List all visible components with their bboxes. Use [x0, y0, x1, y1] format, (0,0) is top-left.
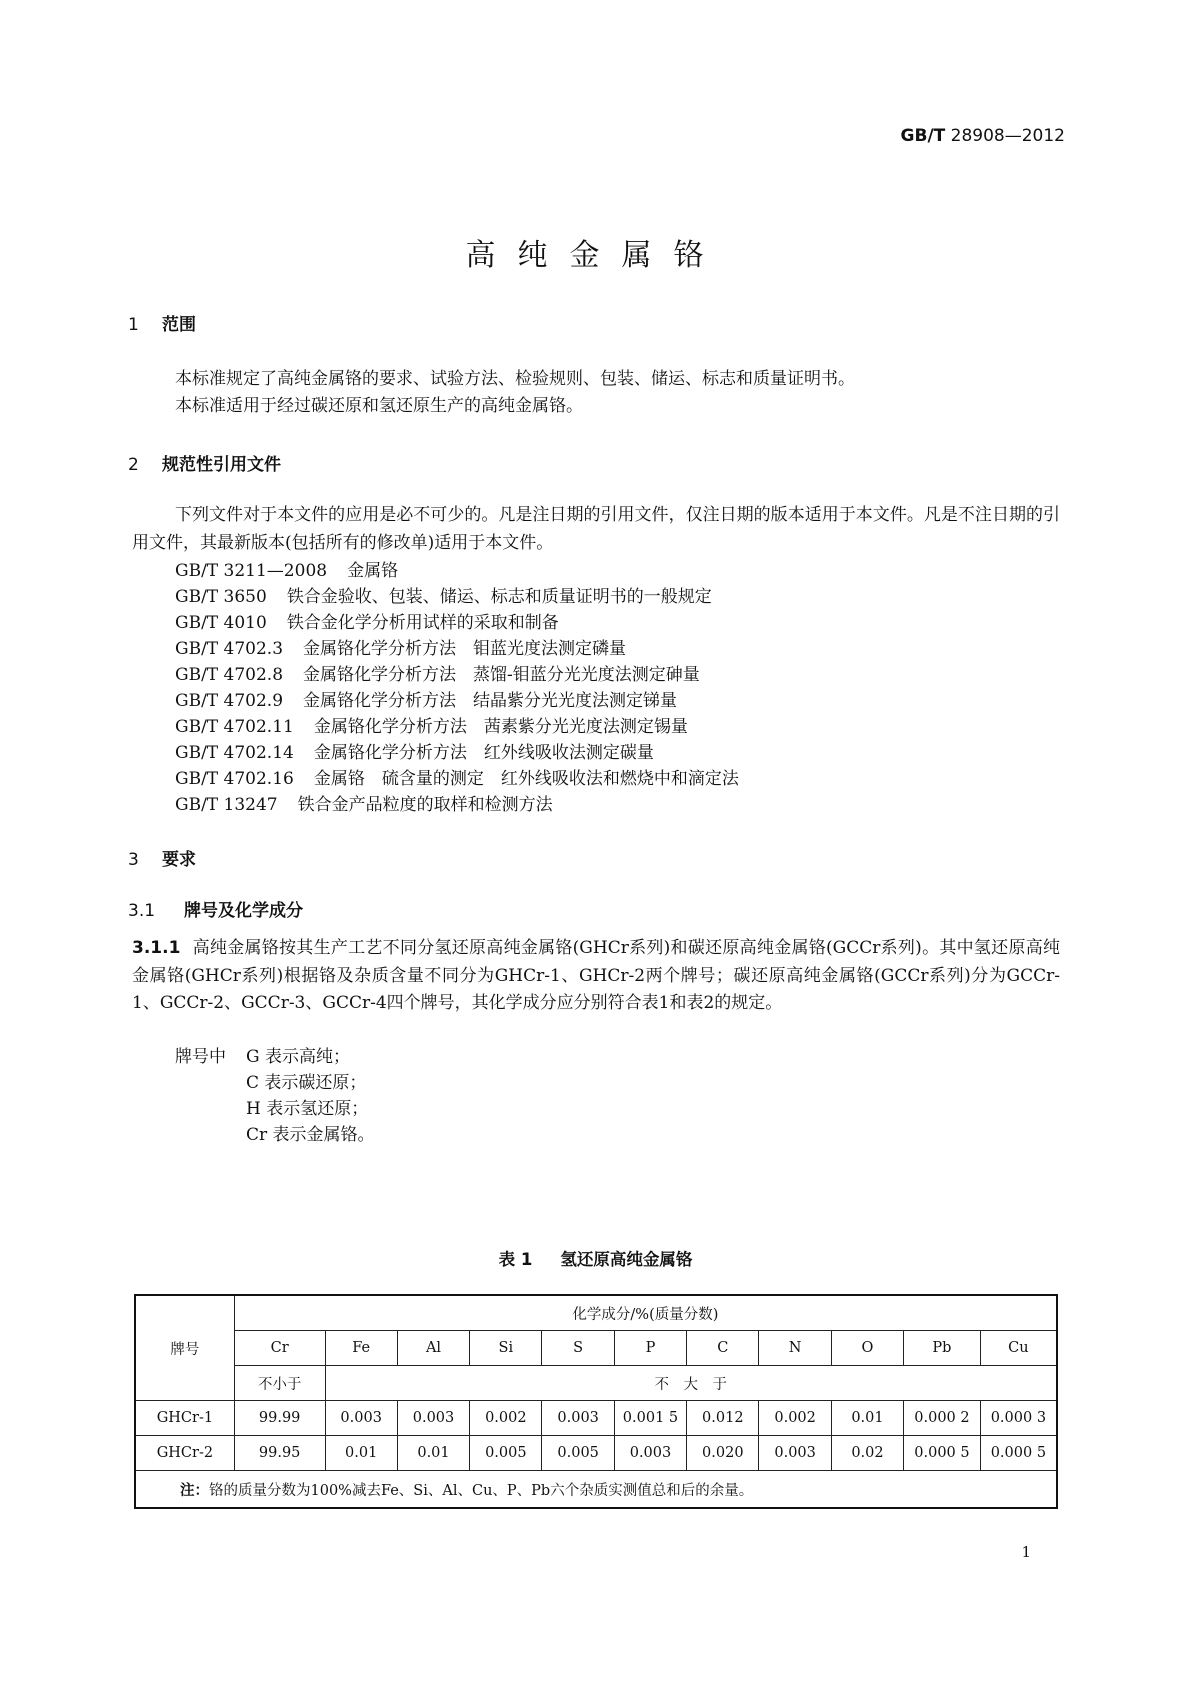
min-label: 不小于	[234, 1366, 325, 1401]
value-cell: 0.01	[831, 1401, 903, 1436]
value-cell: 0.002	[470, 1401, 542, 1436]
element-header: P	[614, 1331, 686, 1366]
value-cell: 0.002	[759, 1401, 831, 1436]
reference-title: 金属铬化学分析方法 茜素紫分光光度法测定锡量	[313, 717, 688, 737]
table-title: 氢还原高纯金属铬	[560, 1250, 693, 1269]
element-header: Pb	[904, 1331, 981, 1366]
reference-title: 金属铬 硫含量的测定 红外线吸收法和燃烧中和滴定法	[313, 769, 739, 789]
clause-3-1-1	[132, 935, 1060, 1018]
value-cell: 0.000 3	[980, 1401, 1057, 1436]
reference-title: 金属铬化学分析方法 结晶紫分光光度法测定锑量	[303, 691, 678, 711]
value-cell: 99.95	[234, 1436, 325, 1471]
value-cell: 0.003	[759, 1436, 831, 1471]
section-number: 3.1	[128, 901, 156, 921]
section-3-1-heading	[128, 896, 303, 921]
note-label: 注：	[180, 1482, 209, 1499]
grade-note: Cr 表示金属铬。	[246, 1125, 375, 1145]
grade-note: G 表示高纯；	[246, 1047, 350, 1067]
element-header: S	[542, 1331, 614, 1366]
composition-header: 化学成分/%(质量分数)	[234, 1295, 1057, 1331]
value-cell: 0.012	[687, 1401, 759, 1436]
composition-table	[134, 1294, 1058, 1509]
value-cell: 0.001 5	[614, 1401, 686, 1436]
value-cell: 0.005	[470, 1436, 542, 1471]
reference-code: GB/T 4702.16	[175, 769, 294, 789]
reference-item	[175, 582, 712, 607]
section-title: 规范性引用文件	[162, 455, 281, 475]
value-cell: 0.003	[614, 1436, 686, 1471]
reference-item	[175, 738, 654, 763]
grade-cell: GHCr-1	[135, 1401, 234, 1436]
value-cell: 99.99	[234, 1401, 325, 1436]
note-text: 铬的质量分数为100%减去Fe、Si、Al、Cu、P、Pb六个杂质实测值总和后的余量。	[209, 1482, 754, 1499]
section-1-heading	[128, 310, 196, 335]
reference-code: GB/T 4702.11	[175, 717, 294, 737]
section-2-heading	[128, 450, 281, 475]
table-label: 表 1	[498, 1250, 533, 1269]
reference-code: GB/T 4702.14	[175, 743, 294, 763]
reference-code: GB/T 4702.9	[175, 691, 284, 711]
section-number: 1	[128, 315, 139, 335]
paragraph: 本标准适用于经过碳还原和氢还原生产的高纯金属铬。	[175, 396, 583, 416]
element-header: Si	[470, 1331, 542, 1366]
value-cell: 0.020	[687, 1436, 759, 1471]
paragraph: 本标准规定了高纯金属铬的要求、试验方法、检验规则、包装、储运、标志和质量证明书。	[175, 369, 855, 389]
value-cell: 0.01	[397, 1436, 469, 1471]
reference-title: 金属铬化学分析方法 钼蓝光度法测定磷量	[303, 639, 627, 659]
element-header: Fe	[325, 1331, 397, 1366]
reference-title: 金属铬化学分析方法 红外线吸收法测定碳量	[313, 743, 654, 763]
reference-code: GB/T 3211—2008	[175, 561, 328, 581]
section-number: 3	[128, 850, 139, 870]
reference-code: GB/T 4702.3	[175, 639, 284, 659]
value-cell: 0.000 5	[904, 1436, 981, 1471]
value-cell: 0.005	[542, 1436, 614, 1471]
reference-item	[175, 556, 398, 581]
reference-title: 铁合金化学分析用试样的采取和制备	[286, 613, 559, 633]
section-title: 范围	[162, 315, 196, 335]
element-header: Al	[397, 1331, 469, 1366]
reference-title: 金属铬化学分析方法 蒸馏-钼蓝分光光度法测定砷量	[303, 665, 700, 685]
element-header: O	[831, 1331, 903, 1366]
value-cell: 0.003	[542, 1401, 614, 1436]
grade-note: C 表示碳还原；	[246, 1073, 367, 1093]
section-3-heading	[128, 845, 196, 870]
standard-prefix: GB/T	[900, 126, 946, 146]
section-number: 2	[128, 455, 139, 475]
table-note	[135, 1471, 1057, 1509]
page-number: 1	[1021, 1543, 1031, 1561]
element-header: Cu	[980, 1331, 1057, 1366]
section-title: 牌号及化学成分	[184, 901, 303, 921]
page-title: 高纯金属铬	[465, 238, 726, 273]
table-row	[135, 1401, 1057, 1436]
reference-item	[175, 660, 700, 685]
element-header: Cr	[234, 1331, 325, 1366]
element-header: N	[759, 1331, 831, 1366]
value-cell: 0.003	[325, 1401, 397, 1436]
paragraph: 下列文件对于本文件的应用是必不可少的。凡是注日期的引用文件，仅注日期的版本适用于本文件。凡是不注日期的引用文件，其最新版本(包括所有的修改单)适用于本文件。	[132, 505, 1060, 553]
reference-code: GB/T 13247	[175, 795, 278, 815]
table-row	[135, 1436, 1057, 1471]
value-cell: 0.000 5	[980, 1436, 1057, 1471]
reference-item	[175, 790, 553, 815]
grade-header: 牌号	[135, 1295, 234, 1401]
grade-note: H 表示氢还原；	[246, 1099, 369, 1119]
reference-title: 金属铬	[347, 561, 399, 581]
reference-code: GB/T 4702.8	[175, 665, 284, 685]
element-header: C	[687, 1331, 759, 1366]
standard-number: 28908—2012	[950, 126, 1065, 146]
table-caption	[0, 1246, 1191, 1270]
grade-lead: 牌号中	[175, 1047, 226, 1067]
reference-item	[175, 712, 688, 737]
reference-item	[175, 764, 739, 789]
reference-item	[175, 608, 559, 633]
max-label: 不 大 于	[325, 1366, 1057, 1401]
standard-code	[901, 126, 1065, 146]
reference-title: 铁合金验收、包装、储运、标志和质量证明书的一般规定	[286, 587, 712, 607]
grade-cell: GHCr-2	[135, 1436, 234, 1471]
element-header-row	[135, 1331, 1057, 1366]
reference-item	[175, 634, 626, 659]
clause-number: 3.1.1	[132, 938, 181, 958]
value-cell: 0.000 2	[904, 1401, 981, 1436]
value-cell: 0.003	[397, 1401, 469, 1436]
reference-item	[175, 686, 677, 711]
reference-code: GB/T 3650	[175, 587, 267, 607]
value-cell: 0.01	[325, 1436, 397, 1471]
clause-text: 高纯金属铬按其生产工艺不同分氢还原高纯金属铬(GHCr系列)和碳还原高纯金属铬(GCCr系列)。其中氢还原高纯金属铬(GHCr系列)根据铬及杂质含量不同分为GHCr-1、GHCr-2两个牌号；碳还原高纯金属铬(GCCr系列)分为GCCr-1、GCCr-2、GCCr-3、GCCr-4四个牌号，其化学成分应分别符合表1和表2的规定。	[132, 938, 1060, 1014]
reference-code: GB/T 4010	[175, 613, 267, 633]
reference-title: 铁合金产品粒度的取样和检测方法	[297, 795, 553, 815]
section-title: 要求	[162, 850, 196, 870]
value-cell: 0.02	[831, 1436, 903, 1471]
